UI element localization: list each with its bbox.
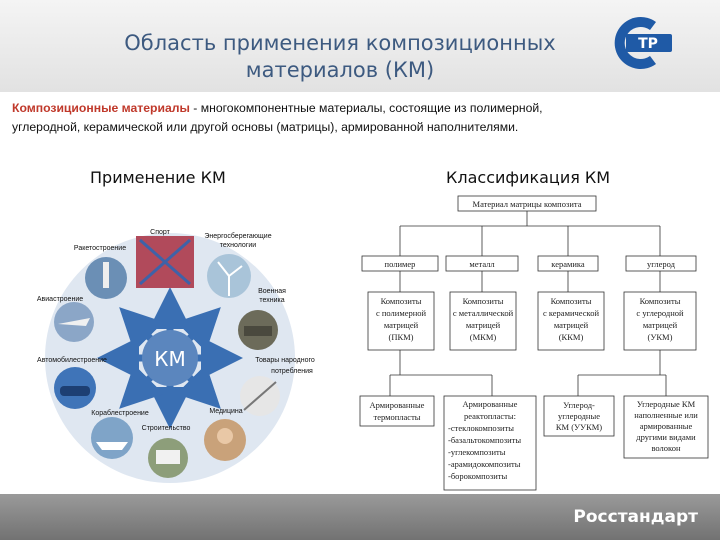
type-ceramic: керамика — [551, 259, 585, 269]
svg-text:с углеродной: с углеродной — [636, 308, 684, 318]
logo-text: ТР — [638, 36, 658, 52]
classification-title: Классификация КМ — [446, 168, 611, 187]
type-carbon: углерод — [647, 259, 675, 269]
svg-text:(МКМ): (МКМ) — [469, 332, 497, 342]
svg-text:-борокомпозиты: -борокомпозиты — [448, 471, 508, 481]
svg-text:(ККМ): (ККМ) — [558, 332, 584, 342]
label-aviation: Авиастроение — [36, 296, 84, 303]
label-military-1: Военная — [258, 288, 286, 295]
center-label: КМ — [154, 347, 186, 371]
intro-line2: углеродной, керамической или другой основы (матрицы), армированной наполнителями. — [12, 120, 519, 134]
svg-text:матрицей: матрицей — [642, 320, 678, 330]
svg-text:термопласты: термопласты — [373, 412, 421, 422]
svg-text:Углерод-: Углерод- — [563, 400, 595, 410]
svg-text:волокон: волокон — [651, 443, 681, 453]
root-label: Материал матрицы композита — [472, 199, 582, 209]
intro-line1-rest: - многокомпонентные материалы, состоящие из полимерной, — [189, 101, 543, 115]
intro-term: Композиционные материалы — [12, 101, 190, 115]
svg-text:-углекомпозиты: -углекомпозиты — [448, 447, 506, 457]
svg-text:углеродные: углеродные — [558, 411, 600, 421]
label-rocket: Ракетостроение — [73, 245, 127, 252]
svg-text:другими видами: другими видами — [636, 432, 696, 442]
svg-text:-базальтокомпозиты: -базальтокомпозиты — [448, 435, 522, 445]
svg-text:наполненные или: наполненные или — [634, 410, 698, 420]
label-auto: Автомобилестроение — [37, 357, 107, 364]
label-construction: Строительство — [141, 425, 191, 432]
svg-text:-арамидокомпозиты: -арамидокомпозиты — [448, 459, 521, 469]
label-energy-1: Энергосберегающие — [204, 233, 272, 240]
type-metal: металл — [469, 259, 495, 269]
svg-text:матрицей: матрицей — [465, 320, 501, 330]
svg-text:КМ (УУКМ): КМ (УУКМ) — [555, 422, 603, 432]
svg-text:(ПКМ): (ПКМ) — [388, 332, 414, 342]
svg-text:с металлической: с металлической — [452, 308, 514, 318]
svg-text:Композиты: Композиты — [639, 296, 681, 306]
svg-text:-стеклокомпозиты: -стеклокомпозиты — [448, 423, 515, 433]
svg-text:Композиты: Композиты — [380, 296, 422, 306]
label-sport: Спорт — [150, 229, 170, 236]
svg-text:Композиты: Композиты — [462, 296, 504, 306]
svg-text:(УКМ): (УКМ) — [647, 332, 673, 342]
title-line-2: материалов (КМ) — [245, 58, 435, 82]
type-polymer: полимер — [384, 259, 416, 269]
svg-text:Углеродные КМ: Углеродные КМ — [636, 399, 696, 409]
label-ship: Кораблестроение — [91, 410, 149, 417]
title-line-1: Область применения композиционных — [124, 31, 556, 55]
label-consumer-1: Товары народного — [255, 357, 315, 364]
label-medicine: Медицина — [209, 408, 243, 415]
svg-text:с полимерной: с полимерной — [375, 308, 427, 318]
svg-text:матрицей: матрицей — [553, 320, 589, 330]
applications-title: Применение КМ — [90, 168, 226, 187]
label-military-2: техника — [259, 297, 285, 304]
footer-brand: Росстандарт — [573, 507, 698, 527]
label-energy-2: технологии — [219, 242, 257, 249]
svg-text:армированные: армированные — [639, 421, 693, 431]
slide-footer — [0, 494, 720, 540]
svg-text:Армированные: Армированные — [369, 400, 425, 410]
svg-text:Армированные: Армированные — [462, 399, 518, 409]
svg-text:с керамической: с керамической — [542, 308, 600, 318]
svg-text:реактопласты:: реактопласты: — [464, 411, 516, 421]
svg-text:матрицей: матрицей — [383, 320, 419, 330]
svg-text:Композиты: Композиты — [550, 296, 592, 306]
label-consumer-2: потребления — [271, 368, 313, 375]
